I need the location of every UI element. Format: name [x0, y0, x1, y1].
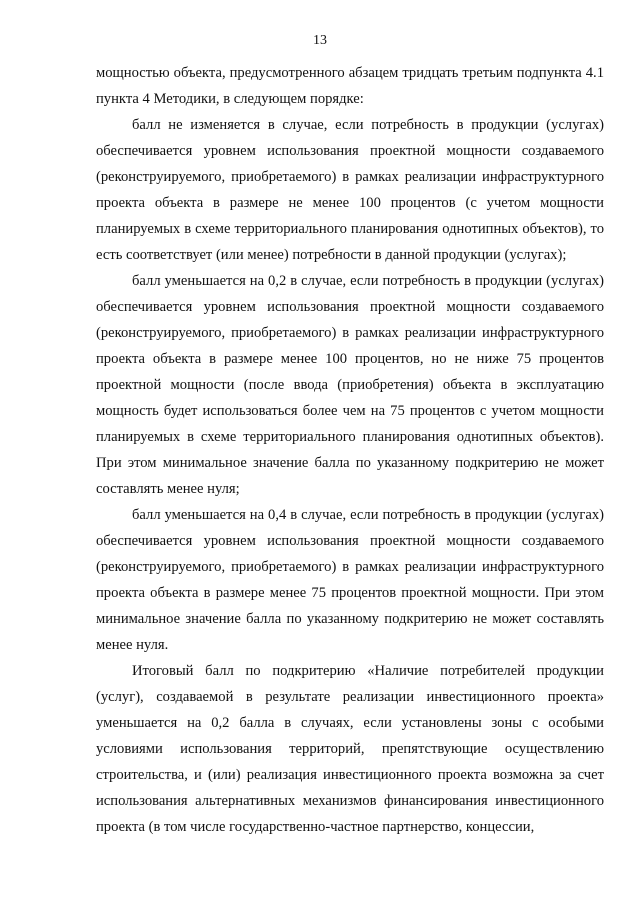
page-number: 13 [313, 33, 327, 48]
paragraph-score-minus-0-4: балл уменьшается на 0,4 в случае, если потребность в продукции (услугах) обеспечивается уровнем использования проектной мощности создаваемого (реконструируемого, приобретаемого) в рамках реализации инфраструктурного проекта объекта в размере менее 75 процентов проектной мощности. При этом минимальное значение балла по указанному подкритерию не может составлять менее нуля. [96, 507, 604, 653]
paragraph-score-unchanged: балл не изменяется в случае, если потребность в продукции (услугах) обеспечивается уровнем использования проектной мощности создаваемого (реконструируемого, приобретаемого) в рамках реализации инфраструктурного проекта объекта в размере не менее 100 процентов (с учетом мощности планируемых в схеме территориального планирования однотипных объектов), то есть соответствует (или менее) потребности в данной продукции (услугах); [96, 117, 604, 263]
document-body [96, 60, 604, 840]
paragraph-continuation: мощностью объекта, предусмотренного абзацем тридцать третьим подпункта 4.1 пункта 4 Методики, в следующем порядке: [96, 65, 604, 107]
paragraph-final-score: Итоговый балл по подкритерию «Наличие потребителей продукции (услуг), создаваемой в результате реализации инвестиционного проекта» уменьшается на 0,2 балла в случаях, если установлены зоны с особыми условиями использования территорий, препятствующие осуществлению строительства, и (или) реализация инвестиционного проекта возможна за счет использования альтернативных механизмов финансирования инвестиционного проекта (в том числе государственно-частное партнерство, концессии, [96, 663, 604, 835]
paragraph-score-minus-0-2: балл уменьшается на 0,2 в случае, если потребность в продукции (услугах) обеспечивается уровнем использования проектной мощности создаваемого (реконструируемого, приобретаемого) в рамках реализации инфраструктурного проекта объекта в размере менее 100 процентов, но не ниже 75 процентов проектной мощности (после ввода (приобретения) объекта в эксплуатацию мощность будет использоваться более чем на 75 процентов с учетом мощности планируемых в схеме территориального планирования однотипных объектов). При этом минимальное значение балла по указанному подкритерию не может составлять менее нуля; [96, 273, 604, 497]
